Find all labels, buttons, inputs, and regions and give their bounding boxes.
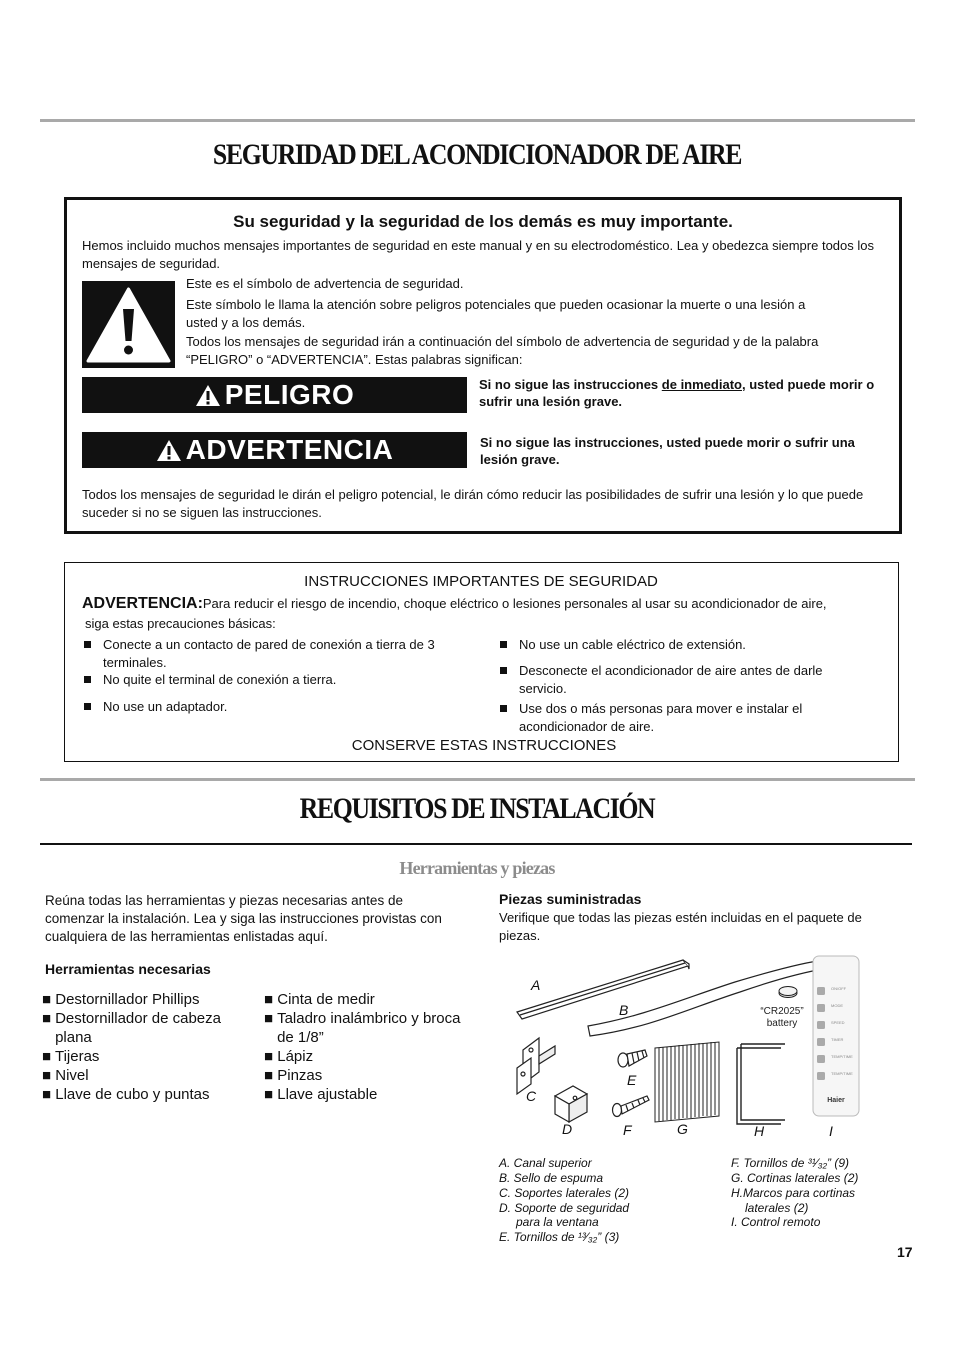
list-item: ■ Tijeras bbox=[42, 1048, 100, 1065]
list-item: ■ Nivel bbox=[42, 1067, 89, 1084]
bullet-square-icon bbox=[500, 705, 507, 712]
instructions-warning: ADVERTENCIA:Para reducir el riesgo de incendio, choque eléctrico o lesiones personales al usar su acondicionador de aire, bbox=[82, 595, 827, 612]
caption-h-cont: laterales (2) bbox=[745, 1201, 809, 1215]
part-letter-c: C bbox=[526, 1088, 537, 1104]
list-item: No use un adaptador. bbox=[84, 698, 464, 716]
bullet-square-icon bbox=[500, 641, 507, 648]
side-curtains-part bbox=[655, 1042, 719, 1122]
remote-button-label: TIMER bbox=[831, 1037, 844, 1042]
curtain-frames-part bbox=[737, 1044, 785, 1124]
remote-button-label: ON/OFF bbox=[831, 986, 847, 991]
list-item: ■ Lápiz bbox=[264, 1048, 314, 1065]
list-item: ■ Taladro inalámbrico y broca de 1/8” bbox=[264, 1010, 461, 1046]
list-item: No use un cable eléctrico de extensión. bbox=[500, 636, 860, 654]
install-intro: Reúna todas las herramientas y piezas necesarias antes de comenzar la instalación. Lea y siga las instrucciones provistas con cualquiera de las herramientas enlistadas aquí. bbox=[45, 893, 442, 944]
remote-control-part bbox=[813, 956, 859, 1116]
advertencia-text: Si no sigue las instrucciones, usted puede morir o sufrir una lesión grave. bbox=[480, 435, 855, 467]
symbol-line-1: Este es el símbolo de advertencia de seguridad. bbox=[186, 276, 464, 291]
remote-button-label: SPEED bbox=[831, 1020, 845, 1025]
bullet-square-icon bbox=[500, 667, 507, 674]
list-item: ■ Cinta de medir bbox=[264, 991, 375, 1008]
section-rule bbox=[40, 778, 915, 781]
caption-d: D. Soporte de seguridad bbox=[499, 1201, 630, 1215]
safety-heading: Su seguridad y la seguridad de los demás es muy importante. bbox=[233, 212, 733, 231]
list-item: Use dos o más personas para mover e instalar el acondicionador de aire. bbox=[500, 700, 860, 736]
safety-intro: Hemos incluido muchos mensajes importantes de seguridad en este manual y en su electrodoméstico. Lea y obedezca siempre todos los mensajes de seguridad. bbox=[82, 238, 874, 271]
parts-illustration bbox=[495, 950, 875, 1150]
instructions-footer: CONSERVE ESTAS INSTRUCCIONES bbox=[351, 737, 617, 754]
install-title: REQUISITOS DE INSTALACIÓN bbox=[299, 792, 655, 825]
tools-heading: Herramientas necesarias bbox=[45, 961, 211, 977]
battery-label: “CR2025” battery bbox=[760, 1006, 804, 1029]
safety-footer: Todos los mensajes de seguridad le dirán el peligro potencial, le dirán cómo reducir las posibilidades de sufrir una lesión y lo que puede suceder si no se siguen las instrucciones. bbox=[82, 487, 864, 520]
alert-triangle-icon bbox=[195, 384, 221, 407]
caption-a: A. Canal superior bbox=[499, 1156, 592, 1170]
list-item: ■ Llave ajustable bbox=[264, 1086, 378, 1103]
part-letter-f: F bbox=[623, 1122, 632, 1138]
remote-button-label: TEMP/TIME bbox=[831, 1071, 853, 1076]
warning-triangle-icon bbox=[82, 281, 175, 368]
list-item: ■ Destornillador Phillips bbox=[42, 991, 200, 1008]
list-item: ■ Destornillador de cabeza plana bbox=[42, 1010, 221, 1046]
long-screw-part bbox=[613, 1096, 650, 1117]
instructions-warning-cont: siga estas precauciones básicas: bbox=[85, 616, 276, 631]
parts-heading: Piezas suministradas bbox=[499, 891, 642, 907]
install-rule bbox=[40, 843, 912, 845]
part-letter-a: A bbox=[531, 977, 541, 993]
advertencia-banner bbox=[82, 432, 467, 468]
alert-triangle-icon bbox=[156, 439, 182, 462]
instructions-heading: INSTRUCCIONES IMPORTANTES DE SEGURIDAD bbox=[304, 573, 658, 590]
part-letter-h: H bbox=[754, 1123, 765, 1139]
part-letter-d: D bbox=[562, 1121, 573, 1137]
symbol-line-2: Este símbolo le llama la atención sobre peligros potenciales que pueden ocasionar la muerte o una lesión a usted y a los demás. bbox=[186, 297, 806, 330]
short-screw-part bbox=[618, 1050, 647, 1067]
part-letter-e: E bbox=[627, 1072, 637, 1088]
page-number: 17 bbox=[897, 1244, 913, 1260]
list-item: No quite el terminal de conexión a tierra. bbox=[84, 671, 464, 689]
peligro-label: PELIGRO bbox=[224, 379, 355, 410]
list-item: ■ Pinzas bbox=[264, 1067, 323, 1084]
symbol-line-3: Todos los mensajes de seguridad irán a continuación del símbolo de advertencia de seguridad y de la palabra “PELIGRO” o “ADVERTENCIA”. Estas palabras significan: bbox=[186, 334, 819, 367]
side-brackets-part bbox=[517, 1038, 555, 1094]
list-item: Conecte a un contacto de pared de conexión a tierra de 3 terminales. bbox=[84, 636, 464, 672]
caption-f: F. Tornillos de ³¹⁄₃₂” (9) bbox=[731, 1156, 850, 1170]
caption-b: B. Sello de espuma bbox=[499, 1171, 604, 1185]
part-letter-b: B bbox=[619, 1002, 629, 1018]
battery-part bbox=[779, 987, 797, 998]
parts-intro: Verifique que todas las piezas estén incluidas en el paquete de piezas. bbox=[499, 910, 862, 943]
caption-c: C. Soportes laterales (2) bbox=[499, 1186, 630, 1200]
remote-button-label: MODE bbox=[831, 1003, 843, 1008]
peligro-text: Si no sigue las instrucciones de inmediato, usted puede morir o sufrir una lesión grave. bbox=[479, 377, 875, 409]
caption-g: G. Cortinas laterales (2) bbox=[731, 1171, 859, 1185]
caption-i: I. Control remoto bbox=[731, 1215, 821, 1229]
safety-title: SEGURIDAD DEL ACONDICIONADOR DE AIRE bbox=[212, 138, 742, 171]
caption-h: H.Marcos para cortinas bbox=[731, 1186, 856, 1200]
peligro-banner bbox=[82, 377, 467, 413]
bullet-square-icon bbox=[84, 641, 91, 648]
top-rule bbox=[40, 119, 915, 122]
safety-alert-symbol bbox=[82, 281, 175, 368]
bullet-square-icon bbox=[84, 676, 91, 683]
remote-button-label: TEMP/TIME bbox=[831, 1054, 853, 1059]
list-item: ■ Llave de cubo y puntas bbox=[42, 1086, 210, 1103]
remote-brand: Haier bbox=[827, 1097, 845, 1104]
caption-d-cont: para la ventana bbox=[516, 1215, 599, 1229]
advertencia-label: ADVERTENCIA bbox=[185, 434, 394, 465]
install-subtitle: Herramientas y piezas bbox=[399, 858, 555, 878]
bullet-square-icon bbox=[84, 703, 91, 710]
window-security-bracket-part bbox=[555, 1086, 587, 1122]
part-letter-g: G bbox=[677, 1121, 688, 1137]
list-item: Desconecte el acondicionador de aire antes de darle servicio. bbox=[500, 662, 860, 698]
caption-e: E. Tornillos de ¹³⁄₃₂” (3) bbox=[499, 1230, 620, 1244]
part-letter-i: I bbox=[829, 1123, 833, 1139]
